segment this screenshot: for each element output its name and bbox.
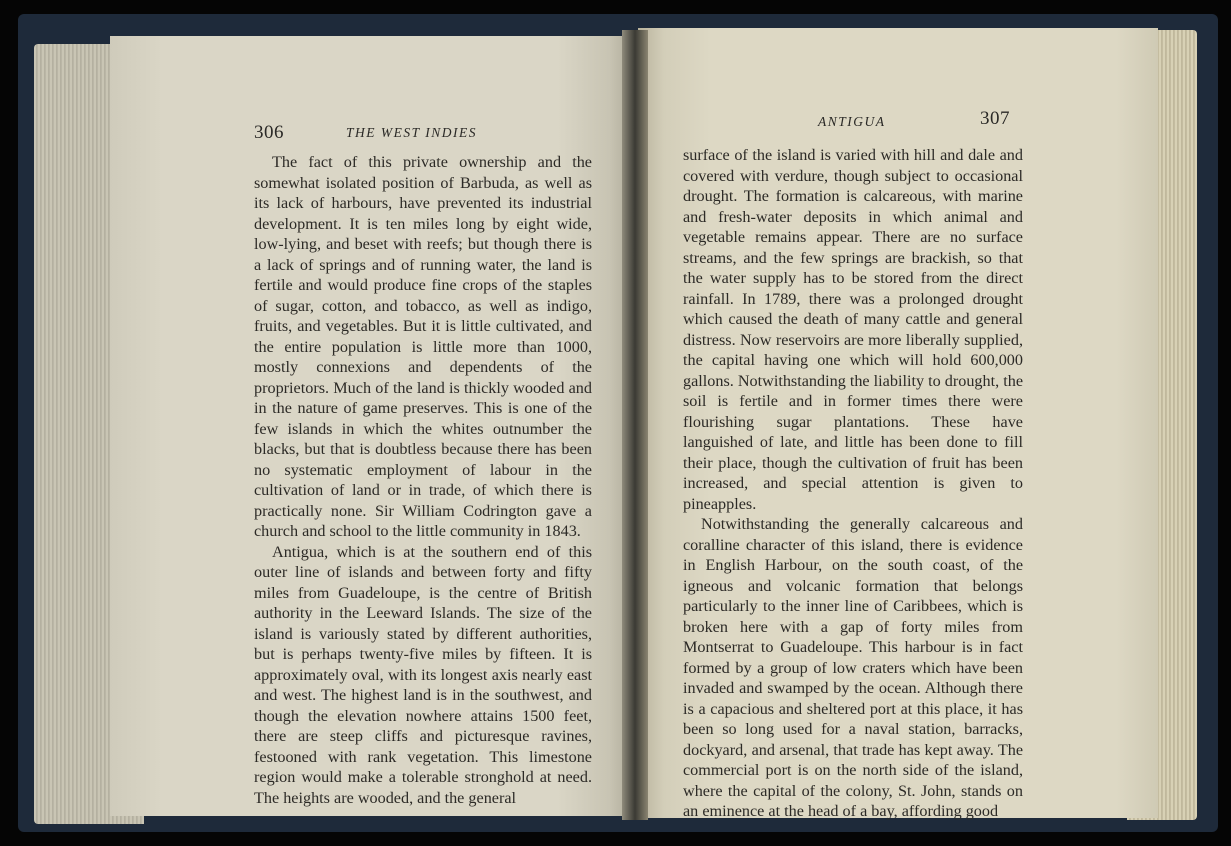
right-page-text bbox=[683, 145, 1023, 822]
paragraph: The fact of this private ownership and the somewhat isolated position of Barbuda, as well as its lack of harbours, have prevented its industrial development. It is ten miles long by eight wide, low-lying, and beset with reefs; but though there is a lack of springs and of running water, the land is fertile and would produce fine crops of the staples of sugar, cotton, and tobacco, as well as indigo, fruits, and vegetables. But it is little cultivated, and the entire population is little more than 1000, mostly connexions and dependents of the proprietors. Much of the land is thickly wooded and in the nature of game preserves. This is one of the few islands in which the whites outnumber the blacks, but that is doubtless because there has been no systematic employment of labour in the cultivation of land or in trade, of which there is practically none. Sir William Codrington gave a church and school to the little community in 1843. bbox=[254, 153, 592, 540]
paragraph: Notwithstanding the generally calcareous and coralline character of this island, there is evidence in English Harbour, on the south coast, of the igneous and volcanic formation that belongs particularly to the inner line of Caribbees, which is broken here with a gap of forty miles from Montserrat to Guadeloupe. This harbour is in fact formed by a group of low craters which have been invaded and swamped by the ocean. Although there is a capacious and sheltered port at this place, it has been so long used for a naval station, barracks, dockyard, and arsenal, that trade has kept away. The commercial port is on the north side of the island, where the capital of the colony, St. John, stands on an eminence at the head of a bay, affording good bbox=[683, 515, 1023, 820]
left-page-text bbox=[254, 152, 592, 808]
paragraph: Antigua, which is at the southern end of this outer line of islands and between forty and fifty miles from Guadeloupe, is the centre of British authority in the Leeward Islands. The size of the island is variously stated by different authorities, but is perhaps twenty-five miles by fifteen. It is approximately oval, with its longest axis nearly east and west. The highest land is in the southwest, and though the elevation nowhere attains 1500 feet, there are steep cliffs and picturesque ravines, festooned with rank vegetation. This limestone region would make a tolerable stronghold at need. The heights are wooded, and the general bbox=[254, 542, 592, 807]
right-page-number: 307 bbox=[980, 108, 1010, 129]
right-running-title: ANTIGUA bbox=[818, 114, 886, 129]
left-running-title: THE WEST INDIES bbox=[346, 125, 478, 140]
left-page-number: 306 bbox=[254, 122, 284, 143]
book-gutter bbox=[622, 30, 648, 820]
paragraph: surface of the island is varied with hill and dale and covered with verdure, though subject to occasional drought. The formation is calcareous, with marine and fresh-water deposits in which animal and vegetable remains appear. There are no surface streams, and the few springs are brackish, so that the water supply has to be stored from the direct rainfall. In 1789, there was a prolonged drought which caused the death of many cattle and general distress. Now reservoirs are more liberally supplied, the capital having one which will hold 600,000 gallons. Notwithstanding the liability to drought, the soil is fertile and in former times there were flourishing sugar plantations. These have languished of late, and little has been done to fill their place, though the cultivation of fruit has been increased, and special attention is given to pineapples. bbox=[683, 146, 1023, 513]
